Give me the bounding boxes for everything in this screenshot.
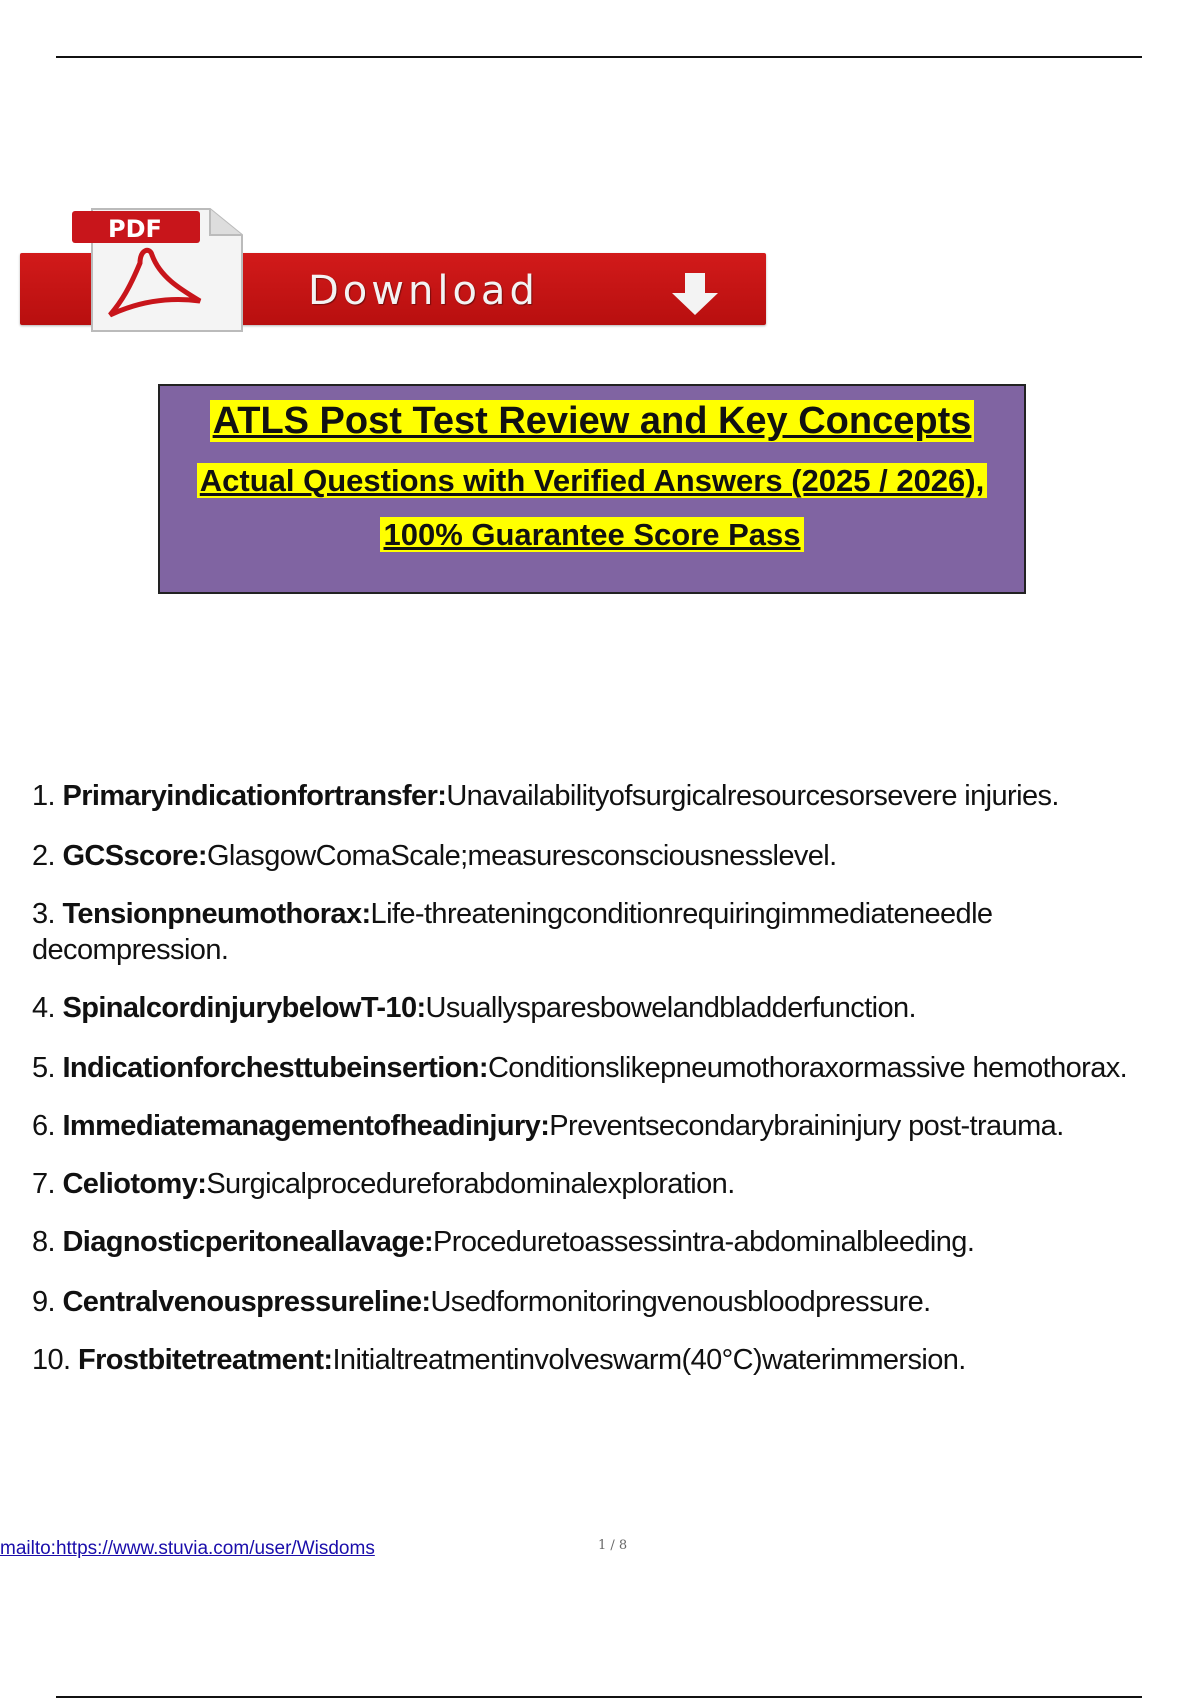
question-item: 1. Primaryindicationfortransfer:Unavailabilityofsurgicalresourcesorsevere injuries. xyxy=(32,780,1059,812)
title-line-1: ATLS Post Test Review and Key Concepts xyxy=(160,398,1024,444)
download-arrow-icon[interactable] xyxy=(668,271,722,317)
pdf-file-icon xyxy=(70,205,246,333)
question-item: 9. Centralvenouspressureline:Usedformonitoringvenousbloodpressure. xyxy=(32,1286,931,1318)
top-rule xyxy=(56,56,1142,58)
footer-link[interactable]: mailto:https://www.stuvia.com/user/Wisdoms xyxy=(0,1538,375,1559)
question-item: 8. Diagnosticperitoneallavage:Proceduretoassessintra-abdominalbleeding. xyxy=(32,1226,975,1258)
question-item: 2. GCSscore:GlasgowComaScale;measuresconsciousnesslevel. xyxy=(32,840,837,872)
title-line-3: 100% Guarantee Score Pass xyxy=(160,516,1024,554)
page-number: 1 / 8 xyxy=(598,1538,628,1553)
download-label[interactable]: Download xyxy=(308,268,539,314)
bottom-rule xyxy=(56,1696,1142,1698)
question-item: 5. Indicationforchesttubeinsertion:Conditionslikepneumothoraxormassive hemothorax. xyxy=(32,1052,1128,1084)
pdf-download-banner[interactable] xyxy=(20,205,766,335)
question-list xyxy=(32,778,1164,1378)
question-item: 7. Celiotomy:Surgicalprocedureforabdominalexploration. xyxy=(32,1168,735,1200)
question-item: 10. Frostbitetreatment:Initialtreatmentinvolveswarm(40°C)waterimmersion. xyxy=(32,1344,966,1376)
question-item: 3. Tensionpneumothorax:Life-threateningconditionrequiringimmediateneedle decompression. xyxy=(32,898,993,966)
question-item: 6. Immediatemanagementofheadinjury:Preventsecondarybraininjury post-trauma. xyxy=(32,1110,1064,1142)
pdf-label: PDF xyxy=(108,215,162,243)
title-line-2: Actual Questions with Verified Answers (2025 / 2026), xyxy=(160,462,1024,500)
question-item: 4. SpinalcordinjurybelowT-10:Usuallysparesbowelandbladderfunction. xyxy=(32,992,917,1024)
title-box xyxy=(158,384,1026,594)
